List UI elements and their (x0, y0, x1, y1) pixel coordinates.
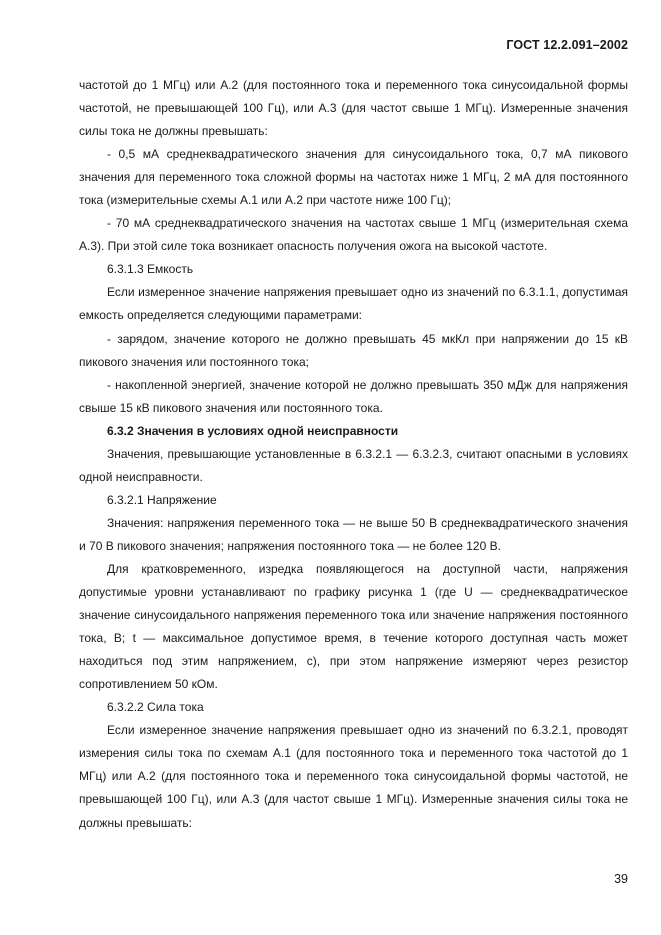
paragraph: Если измеренное значение напряжения превышает одно из значений по 6.3.2.1, проводят измерения силы тока по схемам А.1 (для постоянного тока и переменного тока частотой до 1 МГц) или А.2 (для постоянного тока и переменного тока синусоидальной формы частотой, не превышающей 100 Гц), или А.3 (для частот свыше 1 МГц). Измеренные значения силы тока не должны превышать: (79, 723, 628, 830)
paragraph: Значения: напряжения переменного тока — не выше 50 В среднеквадратического значения и 70 В пикового значения; напряжения постоянного тока — не более 120 В. (79, 515, 628, 553)
section-heading: 6.3.2.2 Сила тока (107, 700, 204, 715)
section-heading: 6.3.2 Значения в условиях одной неисправности (107, 423, 399, 438)
page-number: 39 (614, 872, 628, 886)
document-header: ГОСТ 12.2.091–2002 (506, 38, 628, 52)
paragraph: частотой до 1 МГц) или А.2 (для постоянного тока и переменного тока синусоидальной формы частотой, не превышающей 100 Гц), или А.3 (для частот свыше 1 МГц). Измеренные значения силы тока не должны превышать: (79, 78, 628, 139)
paragraph: Значения, превышающие установленные в 6.3.2.1 — 6.3.2.3, считают опасными в условиях одной неисправности. (79, 446, 628, 484)
paragraph: Для кратковременного, изредка появляющегося на доступной части, напряжения допустимые уровни устанавливают по графику рисунка 1 (где U — среднеквадратическое значение синусоидального напряжения переменного тока или значение напряжения постоянного тока, В; t — максимальное допустимое время, в течение которого доступная часть может находиться под этим напряжением, с), при этом напряжение измеряют через резистор сопротивлением 50 кОм. (79, 561, 628, 692)
list-item: - накопленной энергией, значение которой не должно превышать 350 мДж для напряжения свыше 15 кВ пикового значения или постоянного тока. (79, 377, 628, 415)
section-heading: 6.3.2.1 Напряжение (107, 492, 217, 507)
list-item: - 0,5 мА среднеквадратического значения для синусоидального тока, 0,7 мА пикового значения для переменного тока сложной формы на частотах ниже 1 МГц, 2 мА для постоянного тока (измерительные схемы А.1 или А.2 при частоте ниже 100 Гц); (79, 147, 628, 208)
document-body (79, 74, 628, 835)
paragraph: Если измеренное значение напряжения превышает одно из значений по 6.3.1.1, допустимая емкость определяется следующими параметрами: (79, 285, 628, 323)
list-item: - зарядом, значение которого не должно превышать 45 мкКл при напряжении до 15 кВ пикового значения или постоянного тока; (79, 331, 628, 369)
section-heading: 6.3.1.3 Емкость (107, 262, 194, 277)
list-item: - 70 мА среднеквадратического значения на частотах свыше 1 МГц (измерительная схема А.3). При этой силе тока возникает опасность получения ожога на высокой частоте. (79, 216, 628, 254)
